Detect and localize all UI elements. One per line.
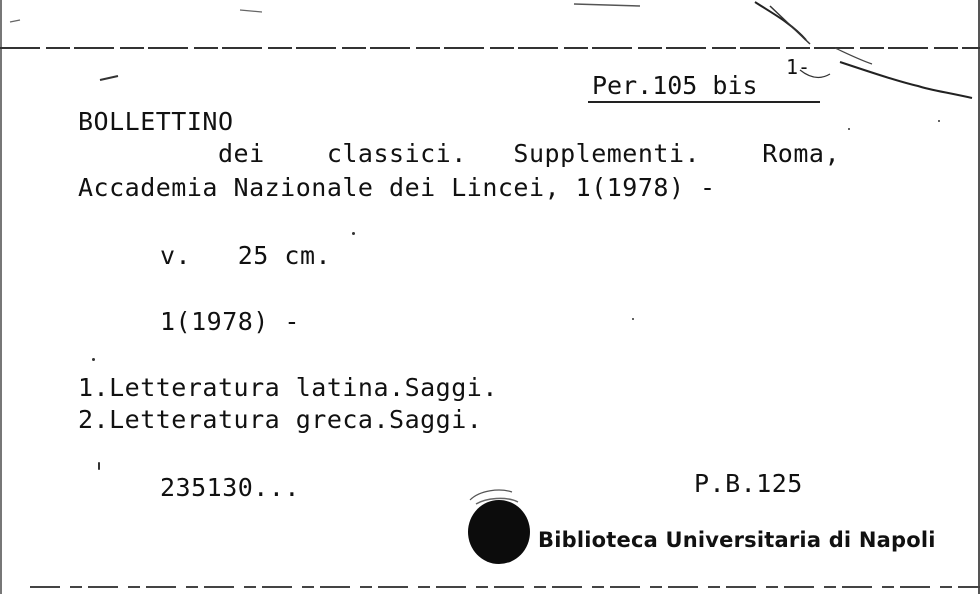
title-continuation: dei classici. Supplementi. Roma, — [78, 139, 841, 168]
speck — [938, 120, 940, 122]
top-rule — [0, 47, 980, 49]
shelfmark-superscript: 1- — [786, 55, 811, 79]
title-heading: BOLLETTINO — [78, 107, 234, 136]
speck — [632, 318, 634, 320]
speck — [92, 358, 95, 361]
shelfmark: Per.105 bis — [592, 71, 758, 100]
shelfmark-underline — [588, 101, 820, 103]
subject-entry: 1.Letteratura latina.Saggi. — [78, 373, 498, 402]
speck — [848, 128, 850, 130]
library-stamp: Biblioteca Universitaria di Napoli — [538, 528, 936, 552]
location-code: P.B.125 — [694, 469, 803, 498]
bottom-rule — [30, 586, 980, 588]
speck — [98, 462, 100, 470]
stamp-ink-blot — [466, 494, 532, 566]
publication-line: Accademia Nazionale dei Lincei, 1(1978) - — [78, 173, 716, 202]
card-left-edge — [0, 0, 2, 594]
speck — [352, 232, 355, 235]
physical-description: v. 25 cm. — [160, 241, 332, 270]
subject-entry: 2.Letteratura greca.Saggi. — [78, 405, 483, 434]
holdings: 1(1978) - — [160, 307, 300, 336]
inventory-number: 235130... — [160, 473, 300, 502]
